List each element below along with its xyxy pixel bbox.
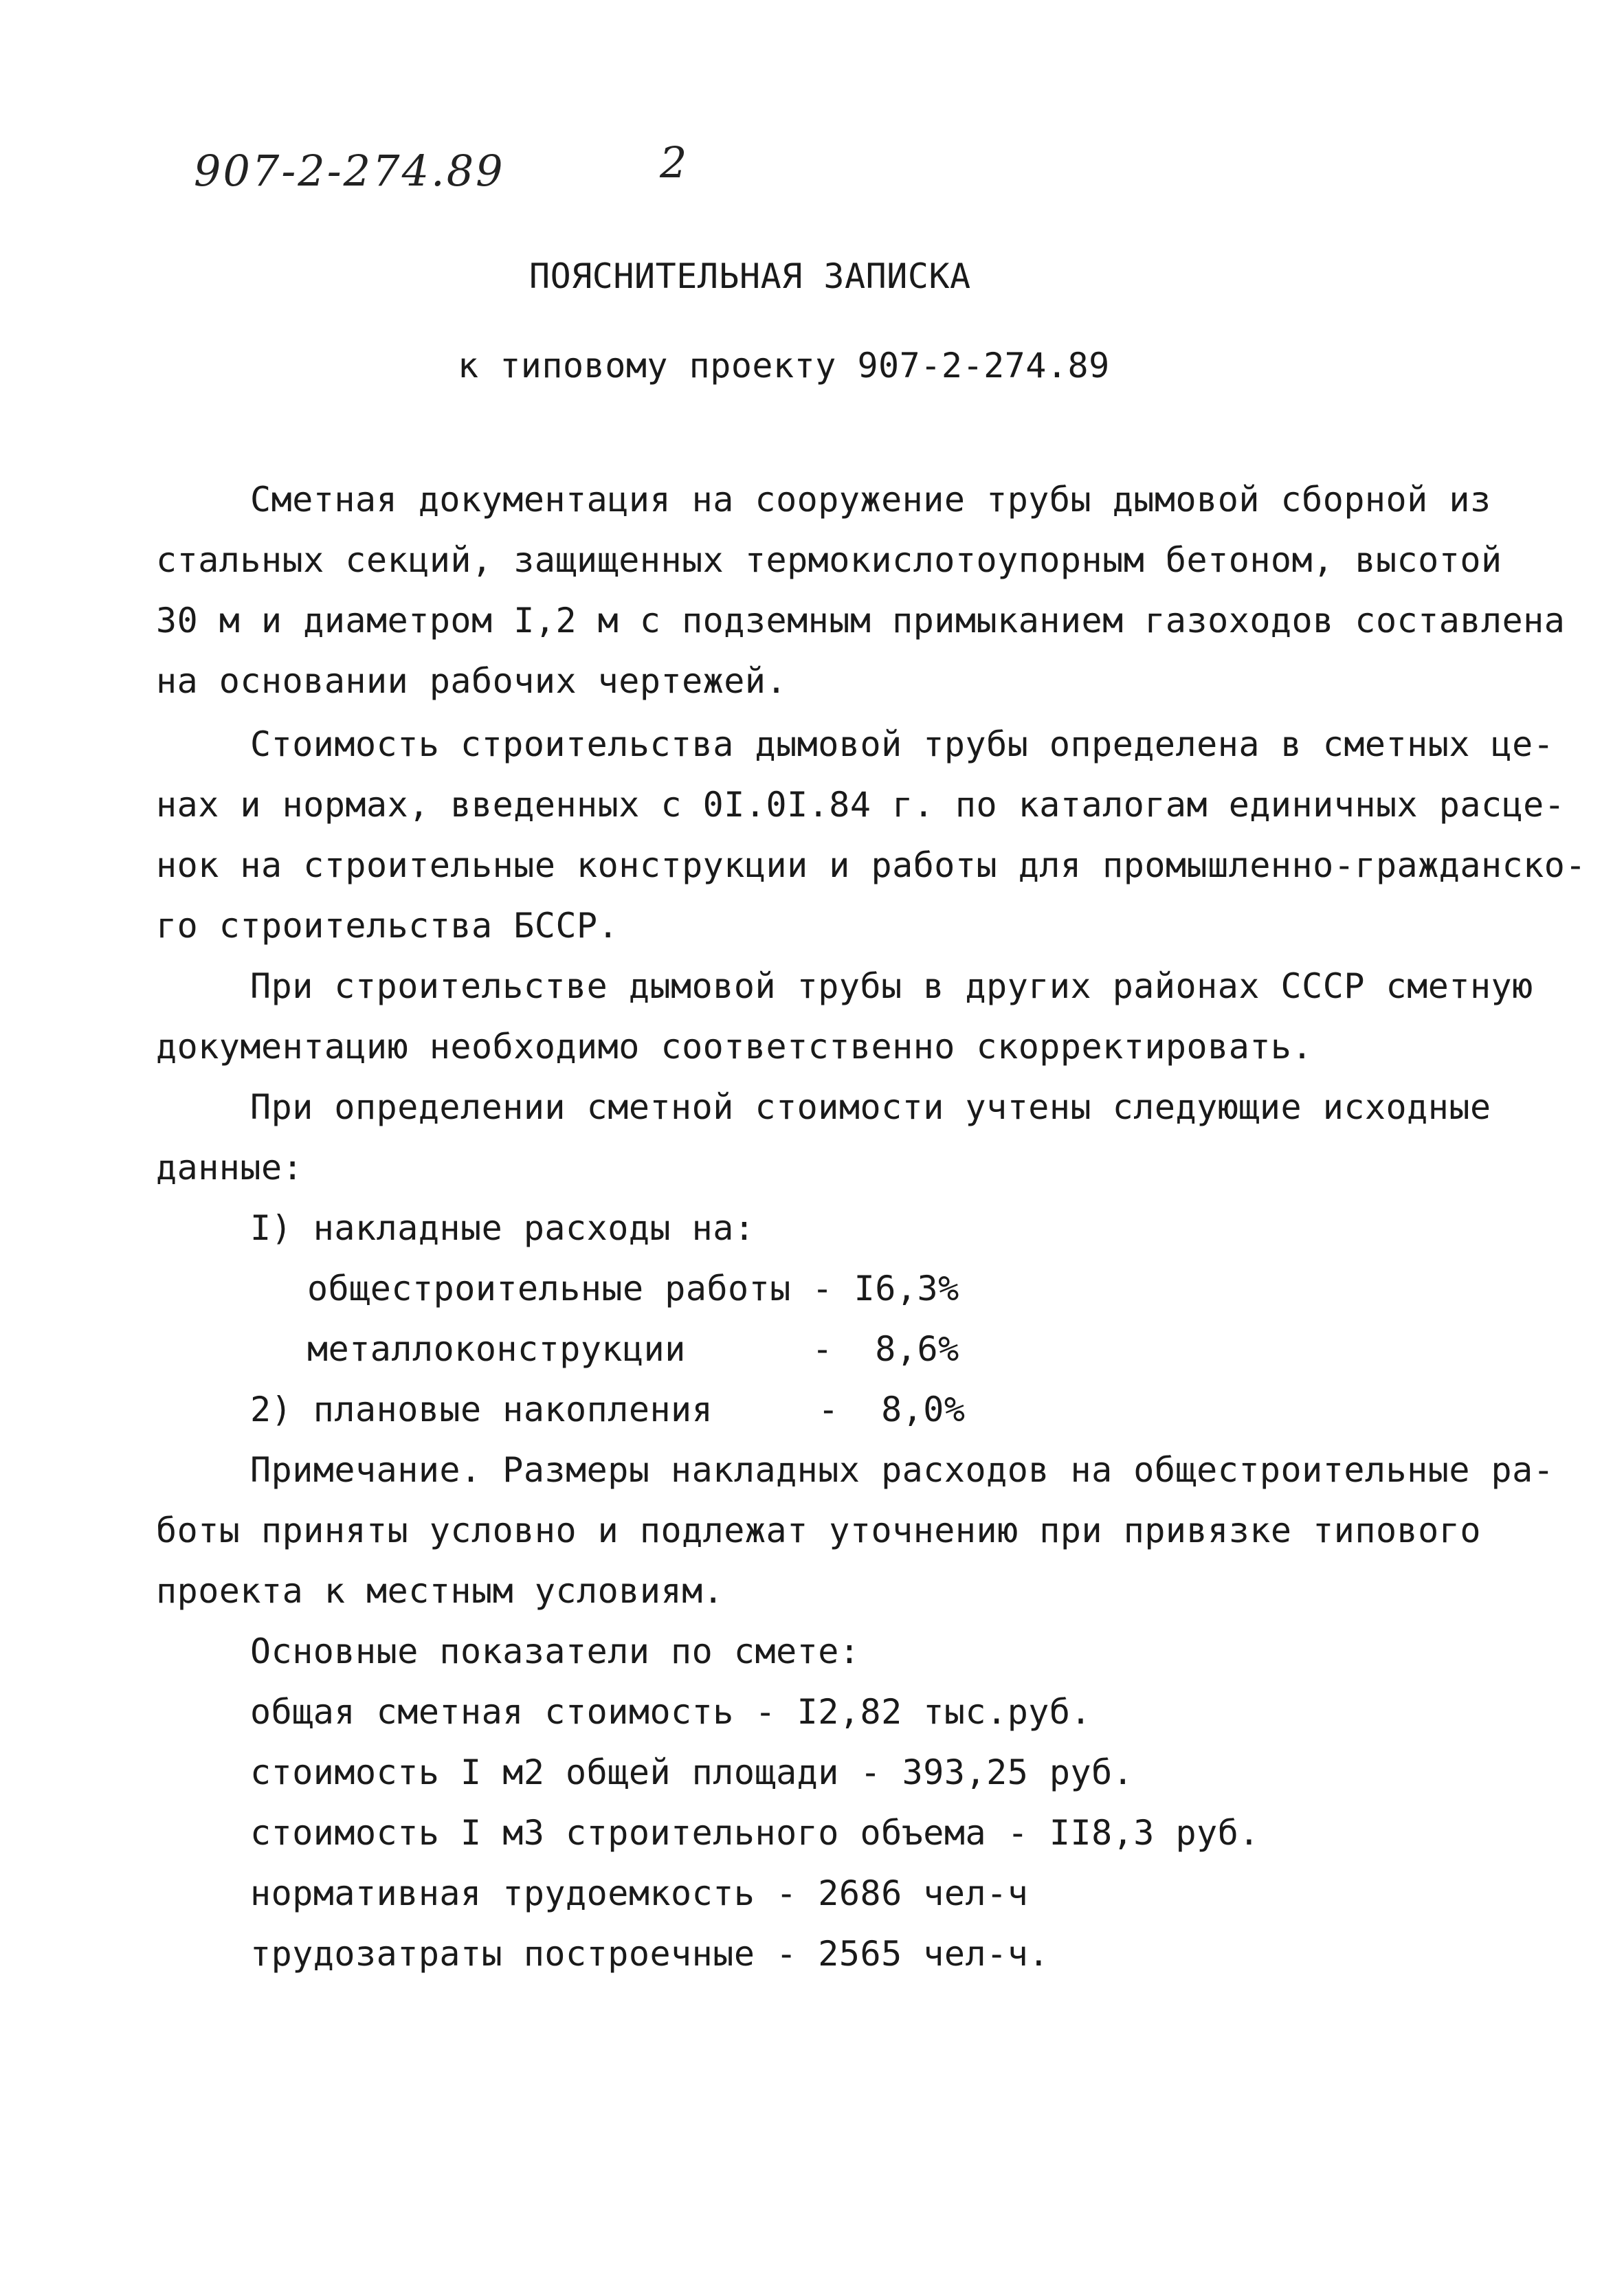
note-line-3: проекта к местным условиям. xyxy=(156,1571,724,1611)
indicator-cost-per-m2: стоимость I м2 общей площади - 393,25 руб. xyxy=(250,1752,1134,1792)
p1-line-4: на основании рабочих чертежей. xyxy=(156,661,788,701)
p2-line-3: нок на строительные конструкции и работы для промышленно-гражданско- xyxy=(156,845,1586,885)
list-item-4: 2) плановые накопления - 8,0% xyxy=(250,1390,966,1429)
indicator-total-cost: общая сметная стоимость - I2,82 тыс.руб. xyxy=(250,1692,1092,1732)
list-item-1: I) накладные расходы на: xyxy=(250,1208,755,1248)
p3-line-1: При строительстве дымовой трубы в других районах СССР сметную xyxy=(250,966,1533,1006)
note-line-1: Примечание. Размеры накладных расходов на общестроительные ра- xyxy=(250,1450,1555,1490)
indicators-heading: Основные показатели по смете: xyxy=(250,1631,860,1671)
p1-line-1: Сметная документация на сооружение трубы дымовой сборной из xyxy=(250,480,1491,520)
document-subtitle: к типовому проекту 907-2-274.89 xyxy=(458,346,1110,386)
p2-line-2: нах и нормах, введенных с 0I.0I.84 г. по каталогам единичных расце- xyxy=(156,785,1566,825)
document-title: ПОЯСНИТЕЛЬНАЯ ЗАПИСКА xyxy=(529,256,971,296)
p4-line-1: При определении сметной стоимости учтены следующие исходные xyxy=(250,1087,1491,1127)
p4-line-2: данные: xyxy=(156,1148,304,1188)
indicator-labor-norm: нормативная трудоемкость - 2686 чел-ч xyxy=(250,1873,1029,1913)
p1-line-3: 30 м и диаметром I,2 м с подземным примыканием газоходов составлена xyxy=(156,601,1566,641)
p2-line-4: го строительства БССР. xyxy=(156,906,619,946)
indicator-labor-site: трудозатраты построечные - 2565 чел-ч. xyxy=(250,1934,1049,1974)
p1-line-2: стальных секций, защищенных термокислотоупорным бетоном, высотой xyxy=(156,540,1502,580)
indicator-cost-per-m3: стоимость I м3 строительного объема - II8,3 руб. xyxy=(250,1813,1260,1853)
list-item-3: металлоконструкции - 8,6% xyxy=(307,1329,959,1369)
doc-number-handwritten: 907-2-274.89 xyxy=(194,146,505,196)
p2-line-1: Стоимость строительства дымовой трубы определена в сметных це- xyxy=(250,724,1555,764)
page-number-handwritten: 2 xyxy=(660,137,689,188)
note-line-2: боты приняты условно и подлежат уточнению при привязке типового xyxy=(156,1511,1481,1550)
p3-line-2: документацию необходимо соответственно скорректировать. xyxy=(156,1027,1313,1067)
list-item-2: общестроительные работы - I6,3% xyxy=(307,1269,959,1308)
